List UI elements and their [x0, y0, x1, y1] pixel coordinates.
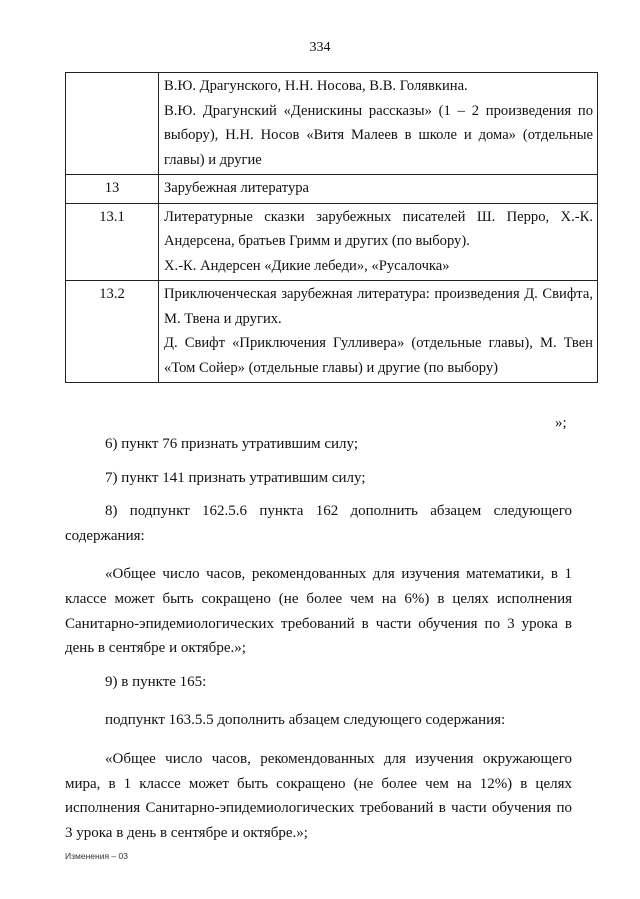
table-row	[66, 203, 598, 281]
row-line: Д. Свифт «Приключения Гулливера» (отдельные главы), М. Твен «Том Сойер» (отдельные главы) и другие (по выбору)	[164, 335, 593, 376]
paragraph: 8) подпункт 162.5.6 пункта 162 дополнить абзацем следующего содержания:	[65, 503, 572, 544]
footer-note: Изменения – 03	[65, 851, 128, 861]
row-line: Литературные сказки зарубежных писателей Ш. Перро, Х.-К. Андерсена, братьев Гримм и других (по выбору).	[164, 208, 593, 249]
row-number: 13.2	[66, 281, 159, 383]
row-content	[159, 203, 598, 281]
program-table	[65, 72, 598, 383]
row-line: Х.-К. Андерсен «Дикие лебеди», «Русалочка»	[164, 257, 450, 274]
row-line: В.Ю. Драгунского, Н.Н. Носова, В.В. Голявкина.	[164, 78, 468, 94]
paragraph: подпункт 163.5.5 дополнить абзацем следующего содержания:	[105, 712, 506, 729]
page-number: 334	[309, 40, 331, 55]
row-number: 13	[66, 175, 159, 204]
row-line: Приключенческая зарубежная литература: произведения Д. Свифта, М. Твена и других.	[164, 286, 593, 327]
table-row	[66, 175, 598, 204]
table-row	[66, 73, 598, 175]
paragraph: 6) пункт 76 признать утратившим силу;	[105, 436, 359, 452]
row-content	[159, 73, 598, 175]
row-number: 13.1	[66, 203, 159, 281]
paragraph: 7) пункт 141 признать утратившим силу;	[105, 469, 366, 486]
body-text	[65, 432, 572, 845]
row-number	[66, 73, 159, 175]
row-line: В.Ю. Драгунский «Денискины рассказы» (1 – 2 произведения по выбору), Н.Н. Носов «Витя Малеев в школе и дома» (отдельные главы) и другие	[164, 102, 593, 168]
row-content	[159, 281, 598, 383]
closing-quote: »;	[555, 415, 567, 431]
table-row	[66, 281, 598, 383]
row-content	[159, 175, 598, 204]
row-line: Зарубежная литература	[164, 180, 310, 196]
paragraph: «Общее число часов, рекомендованных для изучения окружающего мира, в 1 классе может быть сокращено (не более чем на 12%) в целях исполнения Санитарно-эпидемиологических требований в части обучения по 3 урока в день в сентябре и октябре.»;	[65, 750, 572, 841]
paragraph: «Общее число часов, рекомендованных для изучения математики, в 1 классе может быть сокращено (не более чем на 6%) в целях исполнения Санитарно-эпидемиологических требований в части обучения по 3 урока в день в сентябре и октябре.»;	[65, 566, 572, 657]
paragraph: 9) в пункте 165:	[105, 673, 207, 690]
